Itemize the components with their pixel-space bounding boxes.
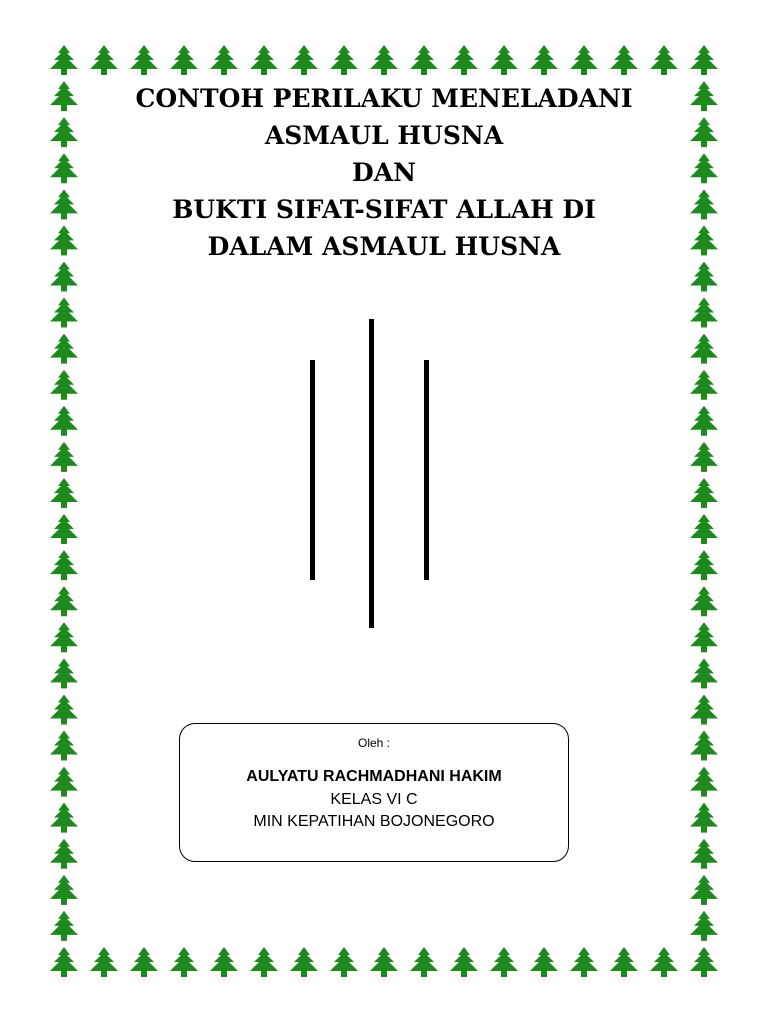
pine-tree-icon	[250, 45, 278, 75]
pine-tree-icon	[290, 947, 318, 977]
pine-tree-icon	[50, 767, 78, 797]
pine-tree-icon	[50, 514, 78, 544]
pine-tree-icon	[250, 947, 278, 977]
pine-tree-icon	[370, 947, 398, 977]
by-label: Oleh :	[357, 736, 390, 750]
pine-tree-icon	[690, 622, 718, 652]
pine-tree-icon	[90, 45, 118, 75]
pine-tree-icon	[50, 947, 78, 977]
school-name: MIN KEPATIHAN BOJONEGORO	[253, 813, 495, 830]
pine-tree-icon	[690, 514, 718, 544]
pine-tree-icon	[690, 839, 718, 869]
pine-tree-icon	[690, 767, 718, 797]
pine-tree-icon	[50, 839, 78, 869]
decorative-bar-center	[369, 319, 374, 628]
author-info-box	[179, 723, 569, 862]
pine-tree-icon	[50, 694, 78, 724]
pine-tree-icon	[690, 45, 718, 75]
pine-tree-icon	[690, 406, 718, 436]
pine-tree-icon	[50, 875, 78, 905]
pine-tree-icon	[330, 45, 358, 75]
author-name: AULYATU RACHMADHANI HAKIM	[246, 768, 502, 785]
pine-tree-icon	[410, 45, 438, 75]
pine-tree-icon	[50, 803, 78, 833]
pine-tree-icon	[690, 694, 718, 724]
pine-tree-icon	[50, 45, 78, 75]
pine-tree-icon	[690, 947, 718, 977]
pine-tree-icon	[650, 45, 678, 75]
pine-tree-icon	[50, 731, 78, 761]
pine-tree-icon	[690, 911, 718, 941]
title-line-4: BUKTI SIFAT-SIFAT ALLAH DI	[172, 195, 596, 224]
pine-tree-icon	[50, 334, 78, 364]
pine-tree-icon	[50, 911, 78, 941]
pine-tree-icon	[50, 658, 78, 688]
decorative-bar-left	[310, 360, 315, 580]
document-title	[60, 80, 708, 265]
pine-tree-icon	[570, 45, 598, 75]
pine-tree-icon	[130, 947, 158, 977]
pine-tree-icon	[690, 875, 718, 905]
pine-tree-icon	[330, 947, 358, 977]
pine-tree-icon	[210, 45, 238, 75]
decorative-bar-right	[424, 360, 429, 580]
pine-tree-icon	[690, 442, 718, 472]
pine-tree-icon	[50, 478, 78, 508]
pine-tree-icon	[490, 45, 518, 75]
pine-tree-icon	[210, 947, 238, 977]
pine-tree-icon	[50, 298, 78, 328]
pine-tree-icon	[650, 947, 678, 977]
pine-tree-icon	[410, 947, 438, 977]
title-line-3: DAN	[352, 158, 416, 187]
pine-tree-icon	[490, 947, 518, 977]
pine-tree-icon	[170, 947, 198, 977]
pine-tree-icon	[530, 45, 558, 75]
pine-tree-icon	[690, 370, 718, 400]
pine-tree-icon	[90, 947, 118, 977]
title-line-1: CONTOH PERILAKU MENELADANI	[135, 84, 633, 113]
pine-tree-icon	[50, 550, 78, 580]
pine-tree-icon	[450, 947, 478, 977]
pine-tree-icon	[370, 45, 398, 75]
pine-tree-icon	[690, 658, 718, 688]
pine-tree-icon	[570, 947, 598, 977]
pine-tree-icon	[690, 298, 718, 328]
pine-tree-icon	[50, 442, 78, 472]
pine-tree-icon	[50, 586, 78, 616]
pine-tree-icon	[690, 586, 718, 616]
pine-tree-icon	[610, 947, 638, 977]
pine-tree-icon	[610, 45, 638, 75]
pine-tree-icon	[50, 406, 78, 436]
pine-tree-icon	[450, 45, 478, 75]
pine-tree-icon	[50, 370, 78, 400]
pine-tree-icon	[690, 261, 718, 291]
pine-tree-icon	[130, 45, 158, 75]
title-line-5: DALAM ASMAUL HUSNA	[207, 232, 561, 261]
title-line-2: ASMAUL HUSNA	[264, 121, 504, 150]
pine-tree-icon	[690, 731, 718, 761]
pine-tree-icon	[690, 334, 718, 364]
pine-tree-icon	[290, 45, 318, 75]
pine-tree-icon	[530, 947, 558, 977]
pine-tree-icon	[690, 550, 718, 580]
pine-tree-icon	[170, 45, 198, 75]
pine-tree-icon	[50, 261, 78, 291]
pine-tree-icon	[690, 478, 718, 508]
pine-tree-icon	[50, 622, 78, 652]
pine-tree-icon	[690, 803, 718, 833]
class-label: KELAS VI C	[330, 791, 418, 808]
